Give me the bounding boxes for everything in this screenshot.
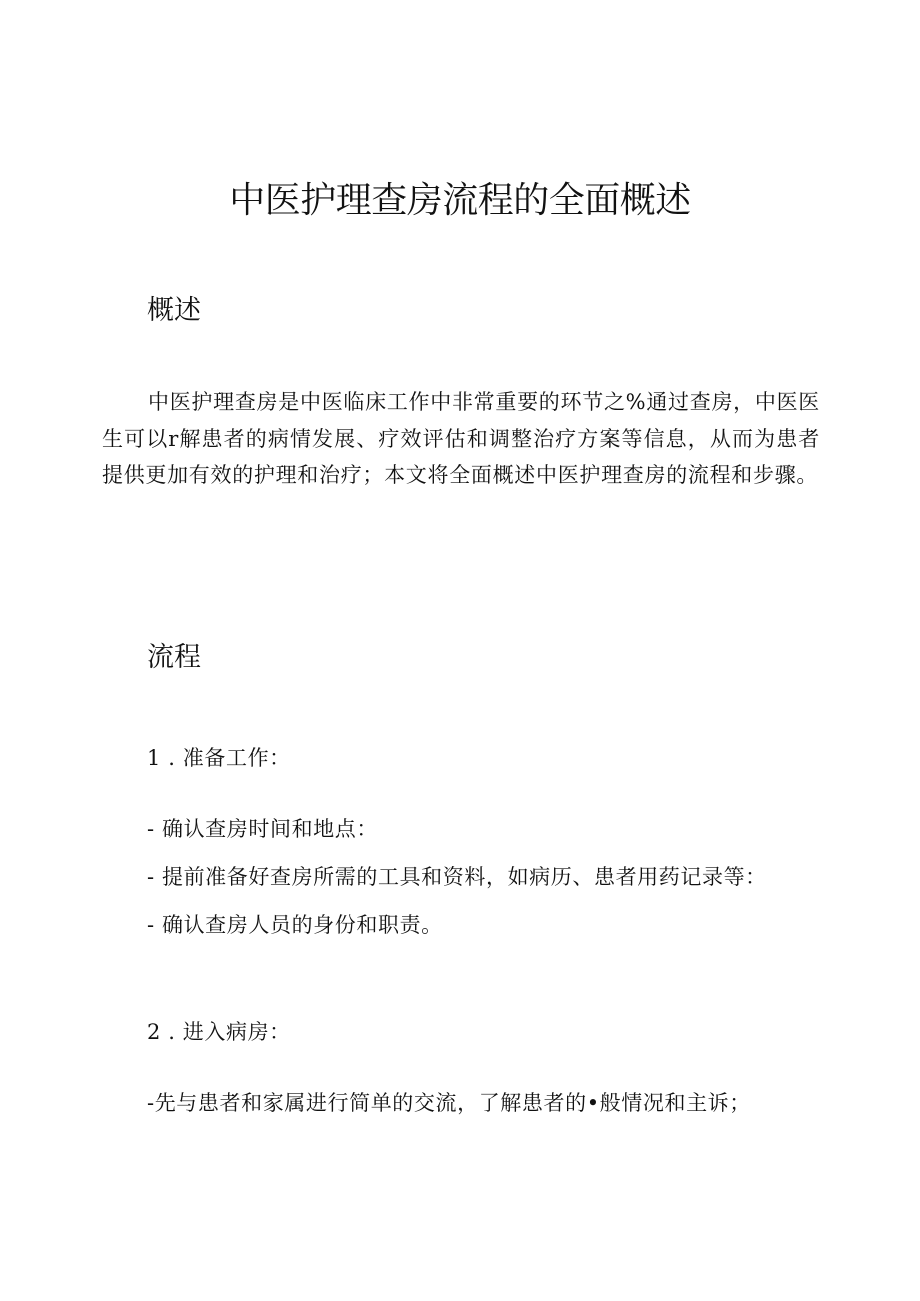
list-item: - 提前准备好查房所需的工具和资料，如病历、患者用药记录等： — [147, 865, 767, 889]
section-heading-process: 流程 — [147, 642, 201, 673]
list-item: - 确认查房时间和地点： — [147, 817, 378, 841]
step-heading-preparation: 1 . 准备工作： — [147, 746, 291, 770]
step-heading-enter-ward: 2 . 进入病房： — [147, 1020, 291, 1044]
list-item: -先与患者和家属进行简单的交流，了解患者的•般情况和主诉； — [147, 1091, 751, 1115]
list-item: - 确认查房人员的身份和职责。 — [147, 913, 443, 937]
section-heading-overview: 概述 — [147, 295, 201, 326]
overview-paragraph: 中医护理查房是中医临床工作中非常重要的环节之%通过查房，中医医生可以r解患者的病情发展、疗效评估和调整治疗方案等信息，从而为患者提供更加有效的护理和治疗；本文将全面概述中医护理查房的流程和步骤。 — [102, 390, 820, 487]
page-title: 中医护理查房流程的全面概述 — [229, 180, 691, 221]
